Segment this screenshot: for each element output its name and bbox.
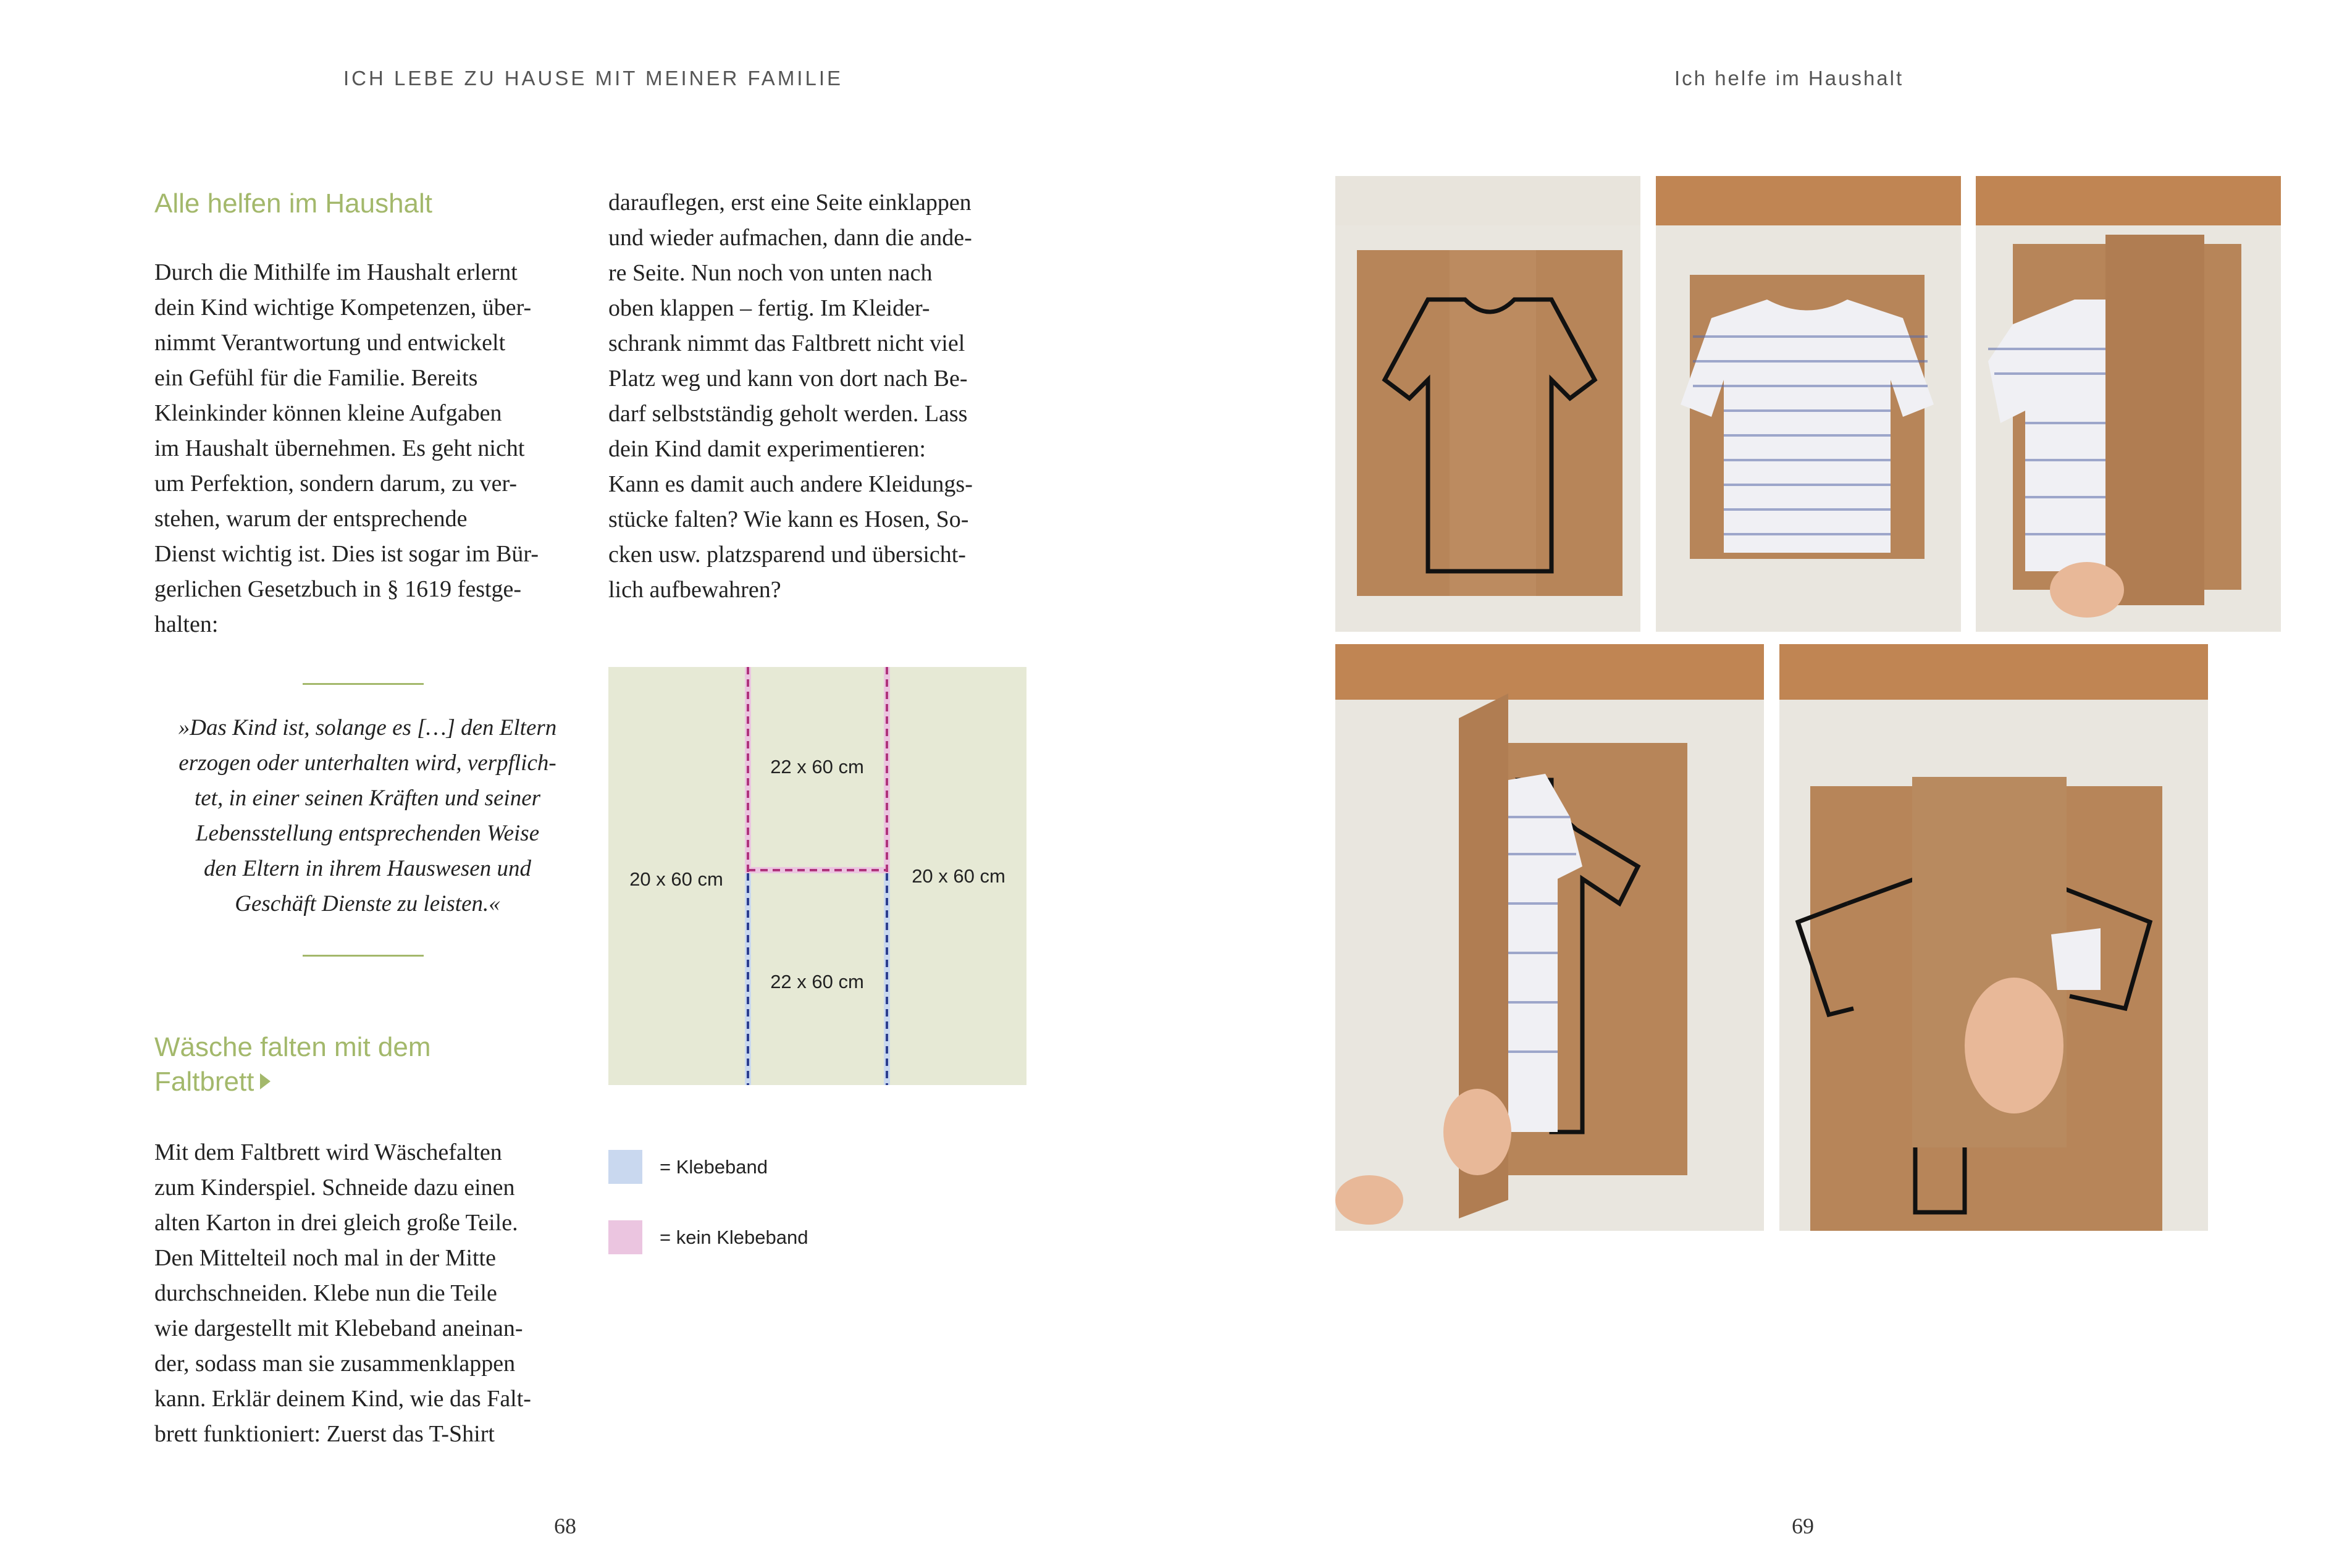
folding-board-svg [608, 667, 1026, 1085]
paragraph-mithilfe: Durch die Mithilfe im Haushalt erlernt dein Kind wichtige Kompetenzen, über- nimmt Verantwortung und entwickelt ein Gefühl für die Familie. Bereits Kleinkinder können kleine Aufgaben im Haushalt übernehmen. Es geht nicht um Perfektion, sondern darum, zu ver- stehen, warum der entsprechende Dienst wichtig ist. Dies ist sogar im Bür- gerlichen Gesetzbuch in § 1619 festge- halten: [154, 259, 539, 637]
quote-rule-top [303, 683, 424, 685]
running-head-right: Ich helfe im Haushalt [1674, 67, 1904, 90]
label-bottom-middle: 22 x 60 cm [770, 971, 864, 992]
arrow-right-icon [260, 1073, 271, 1089]
legend-text-no-tape: = kein Klebeband [660, 1226, 808, 1248]
heading-waesche-falten-text: Wäsche falten mit dem Faltbrett [154, 1032, 431, 1097]
page-number-right: 69 [1792, 1514, 1814, 1538]
legend-text-tape: = Klebeband [660, 1156, 768, 1178]
photo-step-2 [1656, 176, 1961, 632]
label-top-middle: 22 x 60 cm [770, 756, 864, 778]
paragraph-faltbrett-continued: darauflegen, erst eine Seite einklappen und wieder aufmachen, dann die ande- re Seite. Nun noch von unten nach oben klappen – fertig. Im Kleider- schrank nimmt das Faltbrett nicht viel Platz weg und kann von dort nach Be- darf selbstständig geholt werden. Lass dein Kind damit experimentieren: Kann es damit auch andere Kleidungs- stücke falten? Wie kann es Hosen, So- cken usw. platzsparend und übersicht- lich aufbewahren? [608, 190, 973, 603]
legend-swatch-tape [608, 1150, 642, 1184]
legend-swatch-no-tape [608, 1220, 642, 1254]
photo-step-5 [1779, 644, 2208, 1231]
quote-rule-bottom [303, 955, 424, 957]
paragraph-faltbrett: Mit dem Faltbrett wird Wäschefalten zum Kinderspiel. Schneide dazu einen alten Karton in drei gleich große Teile. Den Mittelteil noch mal in der Mitte durchschneiden. Klebe nun die Teile wie dargestellt mit Klebeband aneinan- der, sodass man sie zusammenklappen kann. Erklär deinem Kind, wie das Falt- brett funktioniert: Zuerst das T-Shirt [154, 1139, 531, 1447]
running-head-left: ICH LEBE ZU HAUSE MIT MEINER FAMILIE [343, 67, 844, 90]
folding-board-diagram [608, 667, 1026, 1085]
page-number-left: 68 [554, 1514, 576, 1538]
right-page [1167, 0, 2334, 1568]
photo-step-3 [1976, 176, 2281, 632]
heading-alle-helfen: Alle helfen im Haushalt [154, 188, 433, 219]
photo-step-1 [1335, 176, 1640, 632]
bgb-quote: »Das Kind ist, solange es […] den Eltern erzogen oder unterhalten wird, verpflich- tet, in einer seinen Kräften und seiner Lebensstellung entsprechenden Weise den Eltern in ihrem Hauswesen und Geschäft Dienste zu leisten.« [178, 715, 557, 916]
heading-waesche-falten [154, 1030, 431, 1099]
label-right-panel: 20 x 60 cm [912, 865, 1005, 887]
photo-step-4 [1335, 644, 1764, 1231]
label-left-panel: 20 x 60 cm [629, 868, 723, 890]
